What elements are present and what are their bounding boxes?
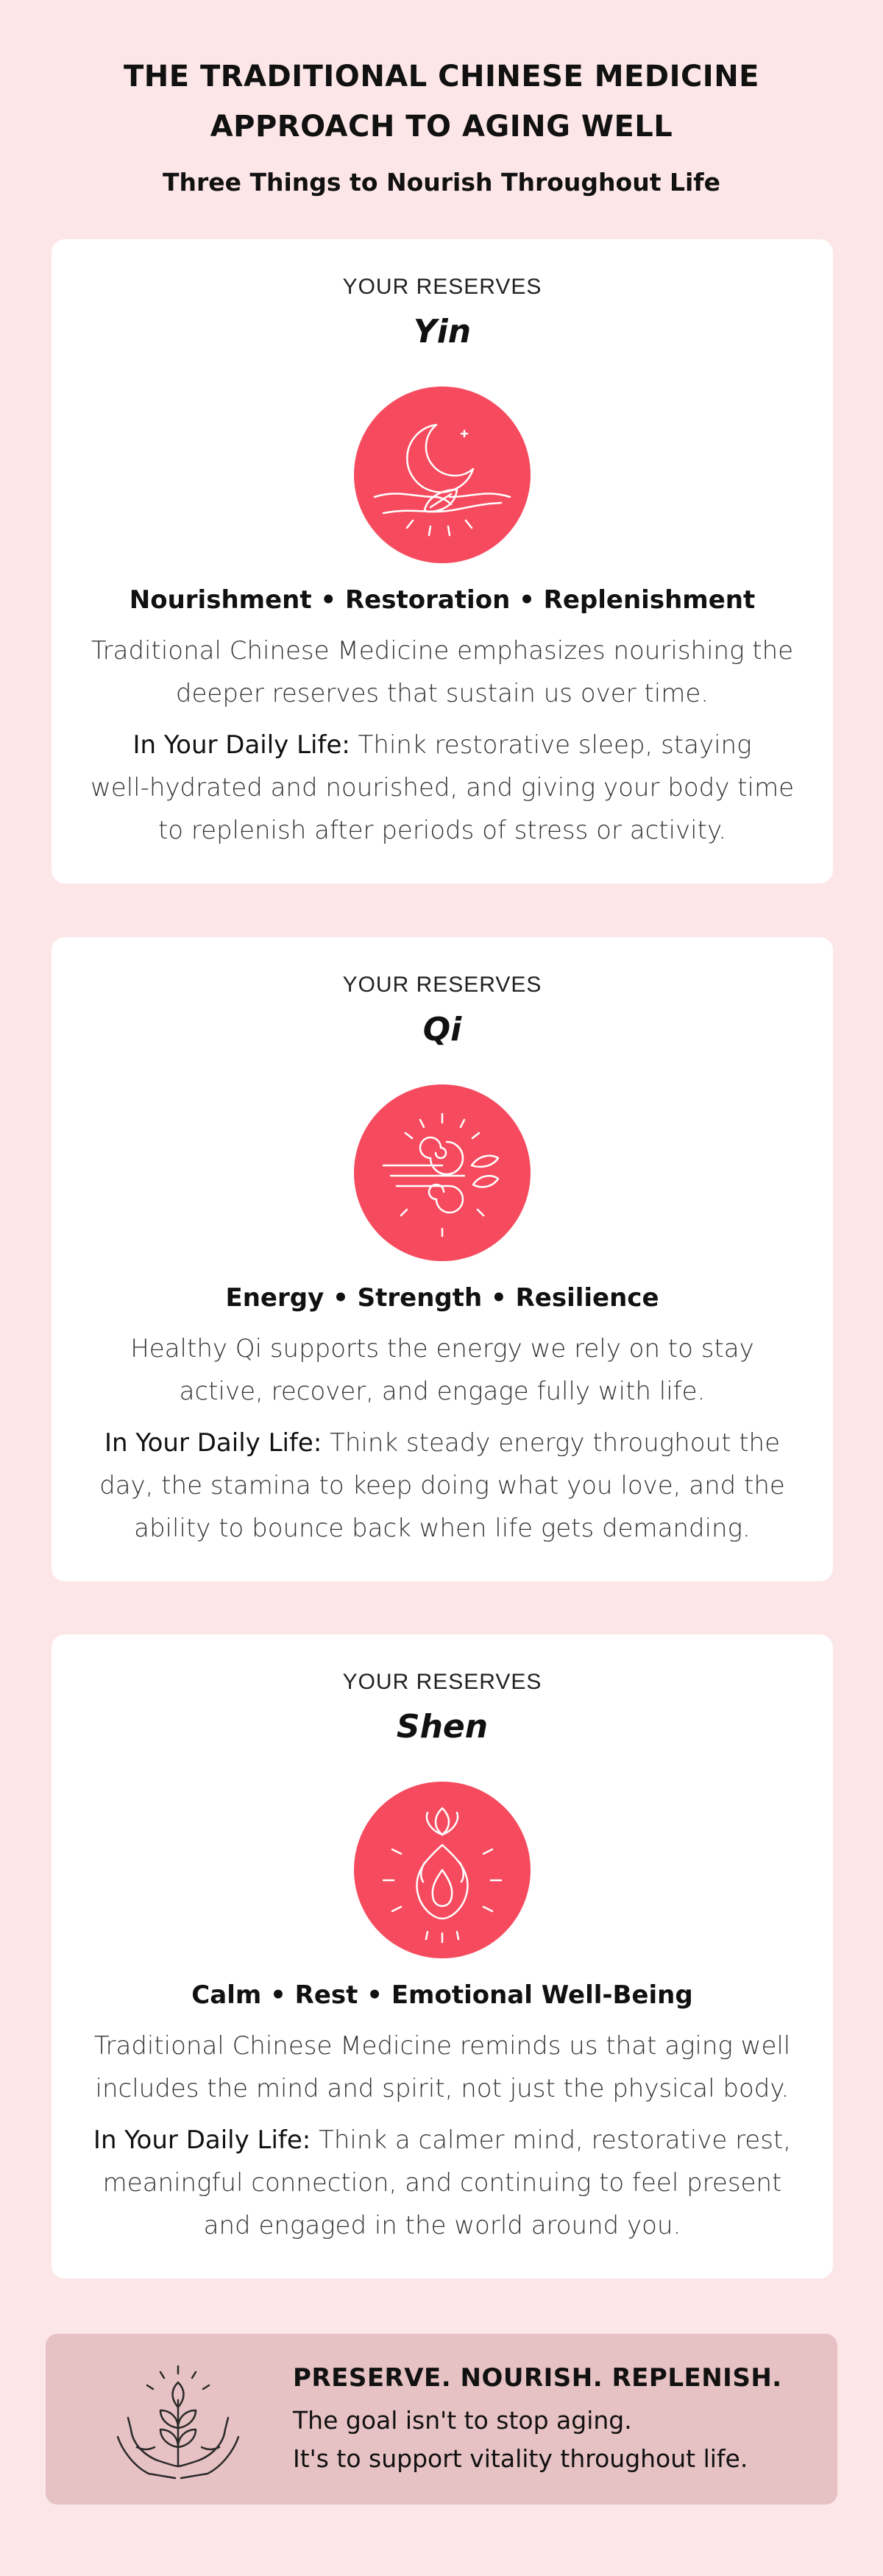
card-description xyxy=(88,629,796,715)
footer-line: It's to support vitality throughout life. xyxy=(293,2444,748,2473)
page-title-line-2: APPROACH TO AGING WELL xyxy=(210,110,673,144)
page-header xyxy=(0,52,883,197)
daily-life-label: In Your Daily Life: xyxy=(93,2125,311,2155)
footer-line: The goal isn't to stop aging. xyxy=(293,2406,632,2435)
card-keywords: Nourishment • Restoration • Replenishment xyxy=(129,585,756,615)
footer-banner xyxy=(46,2334,837,2505)
daily-life-text: to replenish after periods of stress or activity. xyxy=(157,816,727,845)
card-name: Qi xyxy=(422,1011,462,1048)
card-qi xyxy=(52,937,833,1581)
card-name: Yin xyxy=(413,313,472,350)
card-daily-life xyxy=(88,2119,796,2247)
daily-life-text: Think restorative sleep, staying xyxy=(350,730,752,760)
card-description xyxy=(88,1327,796,1413)
daily-life-text: Think steady energy throughout the xyxy=(322,1428,781,1458)
card-description-line: Traditional Chinese Medicine emphasizes nourishing the xyxy=(91,636,794,666)
moon-hand-icon xyxy=(354,387,531,563)
card-eyebrow: YOUR RESERVES xyxy=(342,973,542,997)
daily-life-text: and engaged in the world around you. xyxy=(203,2211,681,2240)
card-description xyxy=(88,2025,796,2110)
daily-life-label: In Your Daily Life: xyxy=(104,1428,322,1458)
card-daily-life xyxy=(88,1422,796,1550)
flame-lotus-icon xyxy=(354,1782,531,1958)
footer-heading: PRESERVE. NOURISH. REPLENISH. xyxy=(293,2363,782,2393)
card-name: Shen xyxy=(396,1708,489,1746)
daily-life-label: In Your Daily Life: xyxy=(132,730,350,760)
daily-life-text: well-hydrated and nourished, and giving your body time xyxy=(91,773,794,802)
daily-life-text: ability to bounce back when life gets demanding. xyxy=(134,1514,751,1543)
card-eyebrow: YOUR RESERVES xyxy=(342,275,542,299)
card-keywords: Calm • Rest • Emotional Well-Being xyxy=(191,1980,693,2010)
card-yin xyxy=(52,239,833,883)
hands-plant-icon xyxy=(104,2356,252,2488)
daily-life-text: day, the stamina to keep doing what you love, and the xyxy=(99,1471,785,1500)
page-subtitle: Three Things to Nourish Throughout Life xyxy=(162,168,721,197)
daily-life-text: Think a calmer mind, restorative rest, xyxy=(311,2125,792,2155)
page-title-line-1: THE TRADITIONAL CHINESE MEDICINE xyxy=(124,60,759,93)
card-description-line: includes the mind and spirit, not just the physical body. xyxy=(95,2074,790,2103)
card-description-line: active, recover, and engage fully with life. xyxy=(179,1377,706,1406)
card-description-line: Healthy Qi supports the energy we rely on to stay xyxy=(130,1334,754,1363)
card-description-line: Traditional Chinese Medicine reminds us that aging well xyxy=(93,2031,791,2061)
card-daily-life xyxy=(88,724,796,852)
card-keywords: Energy • Strength • Resilience xyxy=(225,1283,659,1313)
card-shen xyxy=(52,1634,833,2279)
wind-swirl-icon xyxy=(354,1084,531,1261)
card-description-line: deeper reserves that sustain us over time. xyxy=(175,679,709,708)
card-eyebrow: YOUR RESERVES xyxy=(342,1670,542,1694)
page-title xyxy=(0,52,883,152)
daily-life-text: meaningful connection, and continuing to feel present xyxy=(102,2168,782,2198)
